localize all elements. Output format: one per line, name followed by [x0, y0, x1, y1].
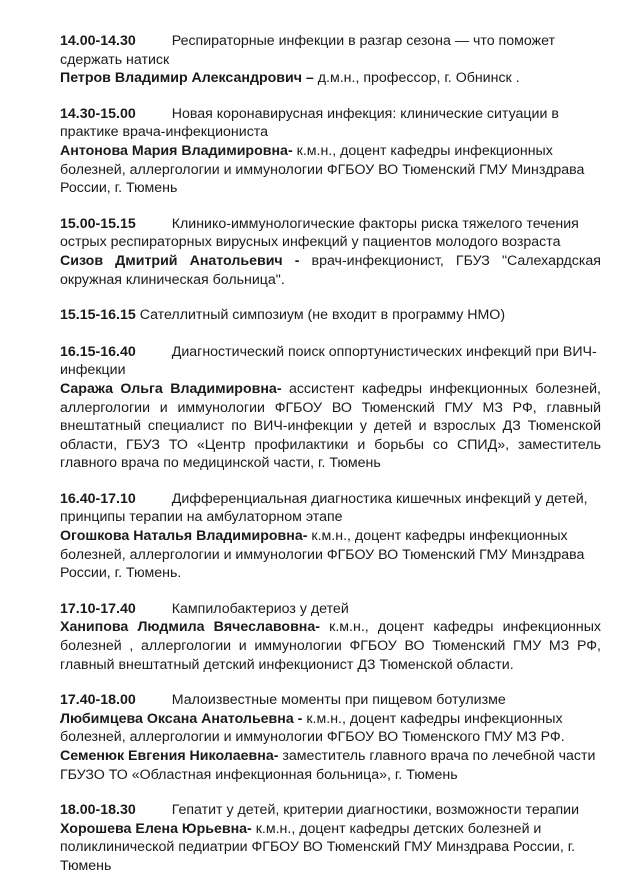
speaker-name: Антонова Мария Владимировна — [60, 142, 288, 159]
speaker-info: к.м.н., доцент кафедры инфекционных болезней, аллергологии и иммунологии ФГБОУ ВО Тюменский ГМУ Минздрава России, г. Тюмень — [60, 142, 585, 197]
speaker: Саража Ольга Владимировна- ассистент кафедры инфекционных болезней, аллергологии и иммунологии ФГБОУ ВО Тюменский ГМУ МЗ РФ, главный внештатный специалист по ВИЧ-инфекции у детей и взрослых ДЗ Тюменской области, ГБУЗ ТО «Центр профилактики и борьбы со СПИД», заместитель главного врача по медицинской части, г. Тюмень — [60, 380, 601, 472]
speaker-info: д.м.н., профессор, г. Обнинск . — [317, 70, 520, 87]
speaker-info: к.м.н., доцент кафедры инфекционных болезней, аллергологии и иммунологии ФГБОУ ВО Тюменский ГМУ Минздрава России, г. Тюмень. — [60, 528, 585, 582]
speaker: Ханипова Людмила Вячеславовна- к.м.н., доцент кафедры инфекционных болезней , аллергологии и иммунологии ФГБОУ ВО Тюменский ГМУ МЗ РФ, главный внештатный детский инфекционист ДЗ Тюменской области. — [60, 619, 601, 673]
speaker: Петров Владимир Александрович – д.м.н., профессор, г. Обнинск . — [60, 70, 520, 87]
session-time: 14.00-14.30 — [60, 33, 136, 49]
session-title: Гепатит у детей, критерии диагностики, возможности терапии — [171, 802, 580, 819]
session-item — [60, 105, 601, 198]
session-item — [60, 801, 601, 875]
session-item — [60, 215, 601, 289]
speaker-name: Хорошева Елена Юрьевна — [60, 820, 248, 837]
speaker-name: Ханипова Людмила Вячеславовна — [60, 619, 316, 636]
session-title: Кампилобактериоз у детей — [171, 600, 349, 617]
session-item — [60, 343, 601, 473]
speaker-info: к.м.н., доцент кафедры инфекционных болезней , аллергологии и иммунологии ФГБОУ ВО Тюменский ГМУ МЗ РФ, главный внештатный детский инфекционист ДЗ Тюменской области. — [60, 619, 601, 673]
session-header — [60, 801, 601, 820]
session-header — [60, 32, 601, 69]
session-time: 17.40-18.00 — [60, 692, 136, 709]
speaker: Антонова Мария Владимировна- к.м.н., доцент кафедры инфекционных болезней, аллергологии и иммунологии ФГБОУ ВО Тюменский ГМУ Минздрава России, г. Тюмень — [60, 142, 585, 197]
session-title: Новая коронавирусная инфекция: клинические ситуации в практике врача-инфекциониста — [60, 105, 559, 141]
session-item — [60, 600, 601, 674]
session-title: Диагностический поиск оппортунистических инфекций при ВИЧ-инфекции — [60, 343, 597, 379]
session-time: 16.15-16.40 — [60, 343, 136, 360]
session-time: 14.30-15.00 — [60, 105, 136, 122]
session-title: Дифференциальная диагностика кишечных инфекций у детей, принципы терапии на амбулаторном этапе — [60, 490, 588, 526]
session-header — [60, 600, 601, 619]
speaker: Сизов Дмитрий Анатольевич - врач-инфекционист, ГБУЗ "Салехардская окружная клиническая больница". — [60, 252, 601, 288]
speaker-info: к.м.н., доцент кафедры детских болезней и поликлинической педиатрии ФГБОУ ВО Тюменский ГМУ Минздрава России, г. Тюмень — [60, 820, 576, 874]
speaker-name: Сизов Дмитрий Анатольевич — [60, 252, 283, 269]
speaker-name: Огошкова Наталья Владимировна — [60, 528, 303, 545]
session-header — [60, 691, 601, 710]
session-item — [60, 32, 601, 88]
session-title: Сателлитный симпозиум (не входит в программу НМО) — [139, 307, 506, 324]
session-item — [60, 490, 601, 583]
session-time: 15.15-16.15 — [60, 307, 136, 324]
session-title: Малоизвестные моменты при пищевом ботулизме — [171, 692, 506, 709]
speaker-info: заместитель главного врача по лечебной части ГБУЗО ТО «Областная инфекционная больница», г. Тюмень — [60, 748, 596, 783]
speaker: Огошкова Наталья Владимировна- к.м.н., доцент кафедры инфекционных болезней, аллергологии и иммунологии ФГБОУ ВО Тюменский ГМУ Минздрава России, г. Тюмень. — [60, 528, 585, 582]
session-header — [60, 215, 601, 252]
session-item — [60, 306, 601, 325]
speaker-name: Семенюк Евгения Николаевна — [60, 748, 274, 764]
speaker: Любимцева Оксана Анатольевна - к.м.н., доцент кафедры инфекционных болезней, аллергологии и иммунологии ФГБОУ ВО Тюменского ГМУ МЗ РФ. — [60, 710, 565, 746]
speaker-info: к.м.н., доцент кафедры инфекционных болезней, аллергологии и иммунологии ФГБОУ ВО Тюменского ГМУ МЗ РФ. — [60, 710, 565, 746]
speaker-info: врач-инфекционист, ГБУЗ "Салехардская окружная клиническая больница". — [60, 252, 601, 288]
session-header — [60, 490, 601, 527]
speaker-name: Петров Владимир Александрович — [60, 70, 302, 87]
session-time: 17.10-17.40 — [60, 600, 136, 617]
speaker-name: Любимцева Оксана Анатольевна — [60, 710, 294, 727]
session-item — [60, 691, 601, 784]
session-header — [60, 105, 601, 142]
session-title: Клинико-иммунологические факторы риска тяжелого течения острых респираторных вирусных инфекций у пациентов молодого возраста — [60, 215, 579, 251]
session-header — [60, 306, 601, 325]
session-title: Респираторные инфекции в разгар сезона — что поможет сдержать натиск — [60, 33, 555, 68]
speaker: Хорошева Елена Юрьевна- к.м.н., доцент кафедры детских болезней и поликлинической педиатрии ФГБОУ ВО Тюменский ГМУ Минздрава России, г. Тюмень — [60, 820, 576, 874]
speaker-info: ассистент кафедры инфекционных болезней, аллергологии и иммунологии ФГБОУ ВО Тюменский ГМУ МЗ РФ, главный внештатный специалист по ВИЧ-инфекции у детей и взрослых ДЗ Тюменской области, ГБУЗ ТО «Центр профилактики и борьбы со СПИД», заместитель главного врача по медицинской части, г. Тюмень — [60, 380, 601, 472]
speaker-name: Саража Ольга Владимировна — [60, 380, 277, 397]
speaker: Семенюк Евгения Николаевна- заместитель главного врача по лечебной части ГБУЗО ТО «Областная инфекционная больница», г. Тюмень — [60, 748, 596, 783]
session-time: 18.00-18.30 — [60, 802, 136, 819]
session-header — [60, 343, 601, 380]
session-time: 15.00-15.15 — [60, 215, 136, 232]
session-time: 16.40-17.10 — [60, 490, 136, 507]
